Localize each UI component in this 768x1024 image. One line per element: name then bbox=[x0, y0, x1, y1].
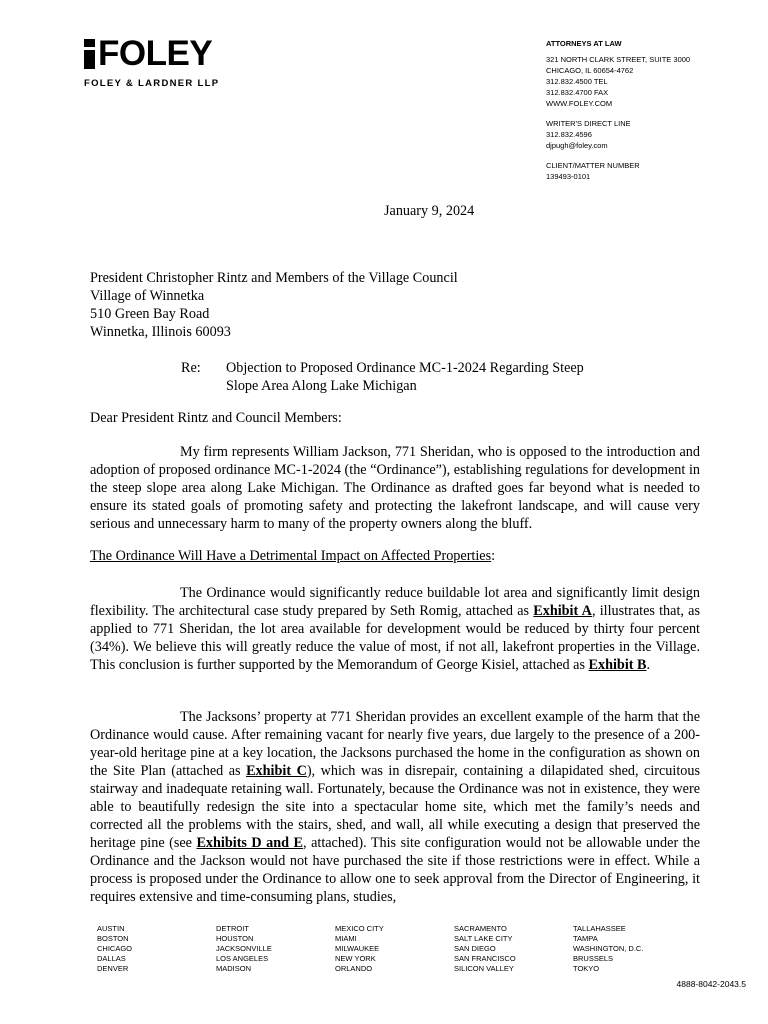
address-line: 321 NORTH CLARK STREET, SUITE 3000 bbox=[546, 55, 691, 64]
office-column bbox=[216, 924, 335, 974]
salutation: Dear President Rintz and Council Members: bbox=[90, 410, 342, 426]
office-city: JACKSONVILLE bbox=[216, 944, 272, 953]
office-city: SAN DIEGO bbox=[454, 944, 496, 953]
attorneys-heading: ATTORNEYS AT LAW bbox=[546, 39, 622, 48]
office-city: SAN FRANCISCO bbox=[454, 954, 516, 963]
foley-logo bbox=[84, 34, 234, 89]
office-city: TOKYO bbox=[573, 964, 600, 973]
paragraph-2 bbox=[90, 584, 700, 674]
recipient-line: Winnetka, Illinois 60093 bbox=[90, 324, 231, 340]
office-city: TALLAHASSEE bbox=[573, 924, 626, 933]
office-city: AUSTIN bbox=[97, 924, 125, 933]
logo-blocks-icon bbox=[84, 39, 95, 69]
office-city: TAMPA bbox=[573, 934, 598, 943]
paragraph-3 bbox=[90, 708, 700, 906]
letter-date: January 9, 2024 bbox=[384, 203, 475, 219]
exhibit-a-ref: Exhibit A bbox=[533, 603, 592, 619]
office-city: BRUSSELS bbox=[573, 954, 614, 963]
office-city: LOS ANGELES bbox=[216, 954, 269, 963]
office-city: MEXICO CITY bbox=[335, 924, 384, 933]
re-line: Slope Area Along Lake Michigan bbox=[226, 378, 417, 394]
office-list bbox=[97, 924, 692, 974]
matter-number: 139493-0101 bbox=[546, 172, 591, 181]
office-city: SALT LAKE CITY bbox=[454, 934, 513, 943]
section-heading-colon: : bbox=[491, 548, 496, 564]
exhibit-b-ref: Exhibit B bbox=[588, 657, 647, 673]
office-column bbox=[573, 924, 692, 974]
logo-mark bbox=[84, 34, 234, 73]
paragraph-3-text: , attached). This site configuration would not be allowable under the Ordinance and the Jackson would not have purchased the site if those restrictions were in effect. While a process is proposed under the Ordinance to allow one to seek approval from the Director of Engineering, it requires extensive and time-consuming plans, studies, bbox=[90, 835, 701, 905]
re-line: Objection to Proposed Ordinance MC-1-2024 Regarding Steep bbox=[226, 360, 584, 376]
office-city: DALLAS bbox=[97, 954, 126, 963]
exhibit-c-ref: Exhibit C bbox=[246, 763, 307, 779]
office-city: MIAMI bbox=[335, 934, 357, 943]
paragraph-2-text: The Ordinance would significantly reduce buildable lot area and significantly limit design flexibility. The architectural case study prepared by Seth Romig, attached as bbox=[90, 585, 700, 619]
exhibits-d-e-ref: Exhibits D and E bbox=[196, 835, 304, 851]
section-heading-text: The Ordinance Will Have a Detrimental Impact on Affected Properties bbox=[90, 548, 492, 564]
office-city: CHICAGO bbox=[97, 944, 133, 953]
section-heading bbox=[90, 547, 495, 565]
website: WWW.FOLEY.COM bbox=[546, 99, 613, 108]
document-number: 4888-8042-2043.5 bbox=[676, 979, 746, 989]
office-city: WASHINGTON, D.C. bbox=[573, 944, 644, 953]
office-city: SILICON VALLEY bbox=[454, 964, 514, 973]
re-label: Re: bbox=[181, 360, 201, 376]
direct-phone: 312.832.4596 bbox=[546, 130, 592, 139]
paragraph-2-text: . bbox=[646, 657, 651, 673]
recipient-line: Village of Winnetka bbox=[90, 288, 205, 304]
paragraph-3-text: The Jacksons’ property at 771 Sheridan provides an excellent example of the harm that the Ordinance would cause. After remaining vacant for nearly five years, due largely to the presence of a 200-year-old heritage pine at a key location, the Jacksons purchased the home in the configuration as shown on the Site Plan (attached as bbox=[90, 709, 700, 779]
recipient-line: 510 Green Bay Road bbox=[90, 306, 210, 322]
office-city: DETROIT bbox=[216, 924, 249, 933]
recipient-line: President Christopher Rintz and Members of the Village Council bbox=[90, 270, 458, 286]
letterhead-address bbox=[546, 38, 746, 182]
office-column bbox=[335, 924, 454, 974]
office-city: MILWAUKEE bbox=[335, 944, 380, 953]
office-city: DENVER bbox=[97, 964, 129, 973]
office-city: SACRAMENTO bbox=[454, 924, 507, 933]
office-city: MADISON bbox=[216, 964, 252, 973]
office-column bbox=[454, 924, 573, 974]
paragraph-1-text: My firm represents William Jackson, 771 Sheridan, who is opposed to the introduction and adoption of proposed ordinance MC-1-2024 (the “Ordinance”), establishing regulations for development in the steep slope area along Lake Michigan. The Ordinance as drafted goes far beyond what is needed to ensure its stated goals of promoting safety and protecting the lakefront landscape, and will cause very serious and unnecessary harm to many of the property owners along the bluff. bbox=[90, 444, 700, 532]
paragraph-2-text: , illustrates that, as applied to 771 Sheridan, the lot area available for development would be reduced by thirty four percent (34%). We believe this will greatly reduce the value of most, if not all, lakefront properties in the Village. This conclusion is further supported by the Memorandum of George Kisiel, attached as bbox=[90, 603, 700, 673]
address-line: CHICAGO, IL 60654-4762 bbox=[546, 66, 634, 75]
office-city: NEW YORK bbox=[335, 954, 376, 963]
office-city: ORLANDO bbox=[335, 964, 373, 973]
recipient-block bbox=[90, 269, 458, 341]
phone-tel: 312.832.4500 TEL bbox=[546, 77, 608, 86]
office-column bbox=[97, 924, 216, 974]
firm-name: FOLEY & LARDNER LLP bbox=[84, 78, 220, 89]
office-city: BOSTON bbox=[97, 934, 129, 943]
re-subject bbox=[226, 359, 584, 395]
direct-email: djpugh@foley.com bbox=[546, 141, 608, 150]
phone-fax: 312.832.4700 FAX bbox=[546, 88, 609, 97]
matter-label: CLIENT/MATTER NUMBER bbox=[546, 161, 640, 170]
paragraph-3-text: ), which was in disrepair, containing a dilapidated shed, circuitous stairway and inadequate retaining wall. Fortunately, because the Ordinance was not in existence, they were able to beautifully redesign the site into a spectacular home site, which met the family’s needs and corrected all the problems with the stairs, shed, and wall, all while executing a design that preserved the heritage pine (see bbox=[90, 763, 700, 851]
office-city: HOUSTON bbox=[216, 934, 254, 943]
logo-wordmark: FOLEY bbox=[98, 34, 213, 73]
paragraph-1 bbox=[90, 443, 700, 533]
direct-line-label: WRITER'S DIRECT LINE bbox=[546, 119, 631, 128]
